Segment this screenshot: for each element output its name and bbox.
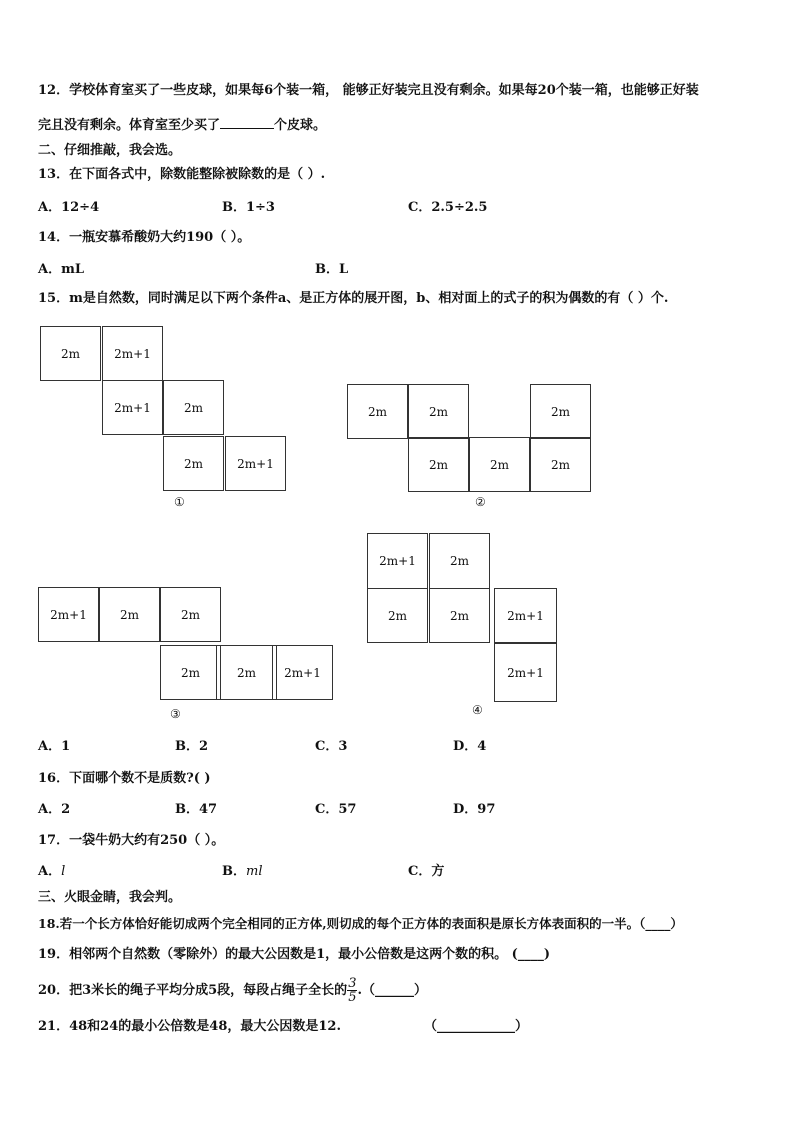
q17-stem: 17．一袋牛奶大约有250（ ）。 xyxy=(38,833,225,848)
q13-option-a[interactable]: A．12÷4 xyxy=(38,200,100,215)
net1-face: 2m xyxy=(163,380,224,435)
q13-option-b[interactable]: B．1÷3 xyxy=(222,200,275,215)
q20-answer[interactable]: .（______） xyxy=(357,983,427,998)
q16-option-b[interactable]: B．47 xyxy=(175,802,218,817)
q15-option-a[interactable]: A．1 xyxy=(38,739,71,754)
q16-stem: 16．下面哪个数不是质数?( ) xyxy=(38,771,211,786)
q16-option-d[interactable]: D．97 xyxy=(453,802,496,817)
q20-fraction: $\frac{3}{5}$ xyxy=(348,976,357,1005)
net3-face: 2m+1 xyxy=(38,587,99,642)
q15-option-b[interactable]: B．2 xyxy=(175,739,209,754)
net2-label: ② xyxy=(475,495,486,509)
net2-face: 2m xyxy=(408,437,469,492)
q17-unit-l: l xyxy=(61,864,66,879)
net2-face: 2m xyxy=(530,384,591,439)
q17-unit-ml: ml xyxy=(246,864,263,879)
net3-face: 2m xyxy=(160,645,221,700)
q12-line1: 12．学校体育室买了一些皮球，如果每6个装一箱， 能够正好装完且没有剩余。如果每20个装一箱，也能够正好装 xyxy=(38,83,699,98)
net4-label: ④ xyxy=(472,703,483,717)
net3-face: 2m xyxy=(160,587,221,642)
q21-answer[interactable]: （____________） xyxy=(424,1019,529,1034)
q19-statement: 19．相邻两个自然数（零除外）的最大公因数是1，最小公倍数是这两个数的积。 (____) xyxy=(38,947,550,962)
net1-face: 2m+1 xyxy=(225,436,286,491)
section-3-heading: 三、火眼金睛，我会判。 xyxy=(38,890,182,905)
q15-stem: 15．m是自然数，同时满足以下两个条件a、是正方体的展开图，b、相对面上的式子的积为偶数的有（ ）个. xyxy=(38,291,669,306)
net4-face: 2m+1 xyxy=(494,588,557,643)
q14-option-a[interactable]: A．mL xyxy=(38,262,84,277)
net1-face: 2m xyxy=(163,436,224,491)
q16-option-c[interactable]: C．57 xyxy=(315,802,357,817)
q14-stem: 14．一瓶安慕希酸奶大约190（ ）。 xyxy=(38,230,251,245)
q15-option-c[interactable]: C．3 xyxy=(315,739,348,754)
q16-option-a[interactable]: A．2 xyxy=(38,802,71,817)
q15-option-d[interactable]: D．4 xyxy=(453,739,487,754)
q13-stem: 13．在下面各式中，除数能整除被除数的是（ ）. xyxy=(38,167,326,182)
q20-statement xyxy=(38,976,427,1006)
q14-option-b[interactable]: B．L xyxy=(315,262,349,277)
q12-answer-blank[interactable] xyxy=(220,116,274,129)
net4-face: 2m+1 xyxy=(494,643,557,702)
net1-face: 2m+1 xyxy=(102,380,163,435)
net4-face: 2m xyxy=(429,588,490,643)
net1-label: ① xyxy=(174,495,185,509)
net1-face: 2m+1 xyxy=(102,326,163,381)
q13-option-c[interactable]: C．2.5÷2.5 xyxy=(408,200,488,215)
net2-face: 2m xyxy=(469,437,530,492)
q17-option-b[interactable]: B．ml xyxy=(222,864,263,879)
net2-face: 2m xyxy=(530,437,591,492)
net2-face: 2m xyxy=(347,384,408,439)
net4-face: 2m xyxy=(429,533,490,589)
net3-face: 2m xyxy=(99,587,160,642)
q18-statement: 18.若一个长方体恰好能切成两个完全相同的正方体,则切成的每个正方体的表面积是原长方体表面积的一半。（____） xyxy=(38,916,683,931)
net2-face: 2m xyxy=(408,384,469,439)
net4-face: 2m xyxy=(367,588,428,643)
net3-face: 2m+1 xyxy=(272,645,333,700)
q17-option-c[interactable]: C．方 xyxy=(408,864,445,879)
q20-text: 20．把3米长的绳子平均分成5段，每段占绳子全长的 xyxy=(38,983,348,998)
q17-option-a[interactable]: A．l xyxy=(38,864,66,879)
q12-line2-text: 完且没有剩余。体育室至少买了 xyxy=(38,118,221,133)
section-2-heading: 二、仔细推敲，我会选。 xyxy=(38,143,182,158)
q12-line2-tail: 个皮球。 xyxy=(274,118,327,133)
net3-face: 2m xyxy=(216,645,277,700)
q21-statement: 21．48和24的最小公倍数是48，最大公因数是12. xyxy=(38,1019,341,1034)
net3-label: ③ xyxy=(170,707,181,721)
net4-face: 2m+1 xyxy=(367,533,428,589)
q12-line2 xyxy=(38,116,326,134)
net1-face: 2m xyxy=(40,326,101,381)
